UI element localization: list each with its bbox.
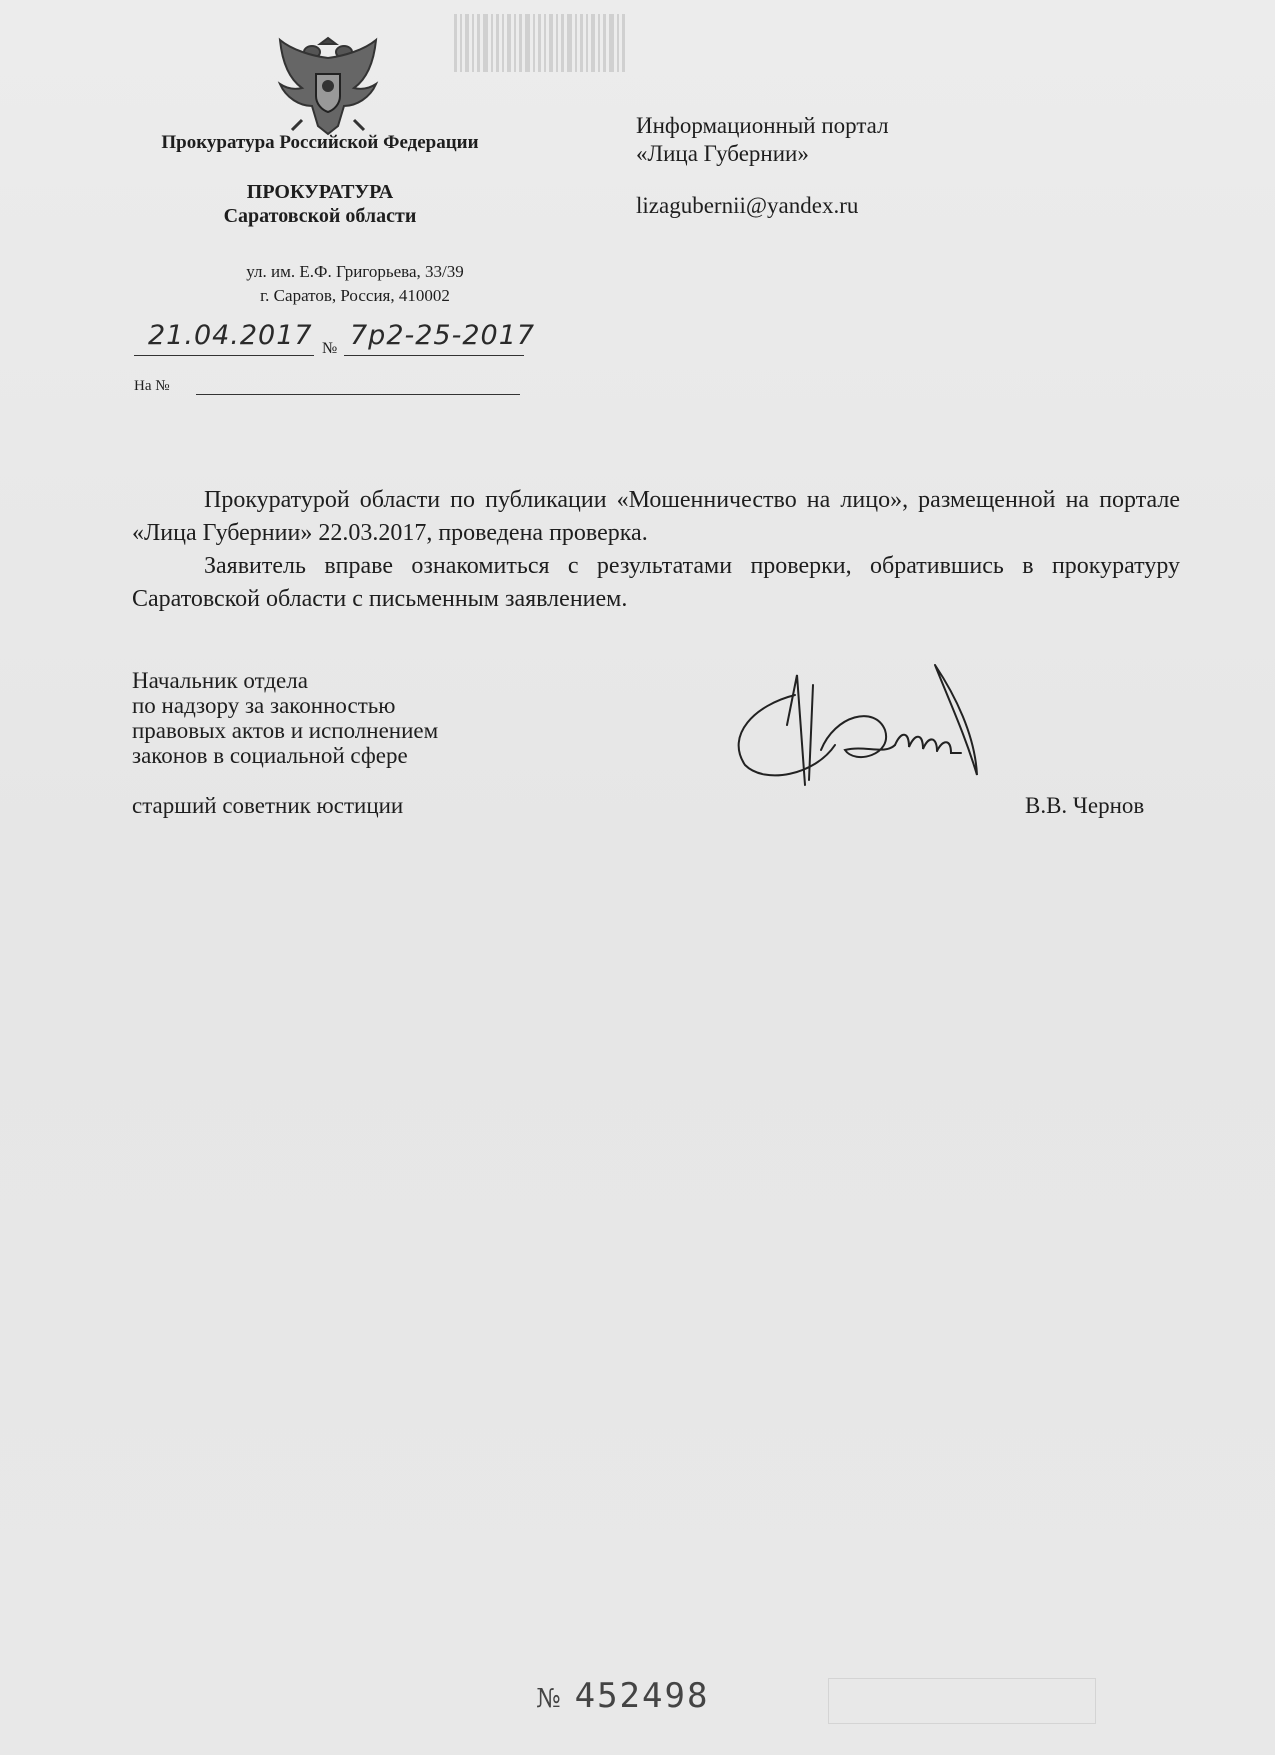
address-city: г. Саратов, Россия, 410002: [260, 286, 450, 305]
recipient-email: lizagubernii@yandex.ru: [636, 193, 859, 218]
registration-date: 21.04.2017: [148, 320, 313, 351]
stamp-number: 452498: [574, 1676, 710, 1716]
signer-name: В.В. Чернов: [1025, 793, 1145, 818]
recipient-block: [636, 112, 889, 220]
incoming-number-stamp: [536, 1676, 709, 1716]
signer-position-line2: по надзору за законностью: [132, 693, 396, 718]
signer-position-line4: законов в социальной сфере: [132, 743, 408, 768]
russian-coat-of-arms-icon: [272, 30, 384, 142]
signer-position-line1: Начальник отдела: [132, 668, 308, 693]
signer-position-line3: правовых актов и исполнением: [132, 718, 439, 743]
reference-underline: [196, 394, 520, 395]
organization-name: Прокуратура Российской Федерации: [161, 132, 479, 153]
department-title-line1: ПРОКУРАТУРА: [246, 181, 394, 203]
recipient-line1: Информационный портал: [636, 113, 889, 138]
body-paragraph-2: Заявитель вправе ознакомиться с результатами проверки, обратившись в прокуратуру Саратовской области с письменным заявлением.: [132, 553, 1180, 612]
faint-stamp-box: [828, 1678, 1096, 1724]
barcode-icon: [452, 14, 628, 80]
reference-label: На №: [134, 378, 170, 394]
recipient-line2: «Лица Губернии»: [636, 141, 809, 166]
address-street: ул. им. Е.Ф. Григорьева, 33/39: [246, 262, 464, 281]
signer-rank: старший советник юстиции: [132, 793, 404, 818]
signer-position: [132, 668, 438, 768]
department-title: [120, 180, 520, 228]
date-underline: [134, 355, 314, 356]
stamp-number-sign: №: [536, 1684, 563, 1714]
organization-address: [120, 260, 590, 308]
number-underline: [344, 355, 524, 356]
handwritten-signature-icon: [725, 635, 1025, 805]
department-title-line2: Саратовской области: [223, 205, 417, 227]
number-sign: №: [322, 340, 338, 357]
body-paragraph-1: Прокуратурой области по публикации «Мошенничество на лицо», размещенной на портале «Лица Губернии» 22.03.2017, проведена проверка.: [132, 487, 1180, 546]
registration-number: 7р2-25-2017: [350, 320, 536, 351]
letter-body: [132, 484, 1180, 616]
